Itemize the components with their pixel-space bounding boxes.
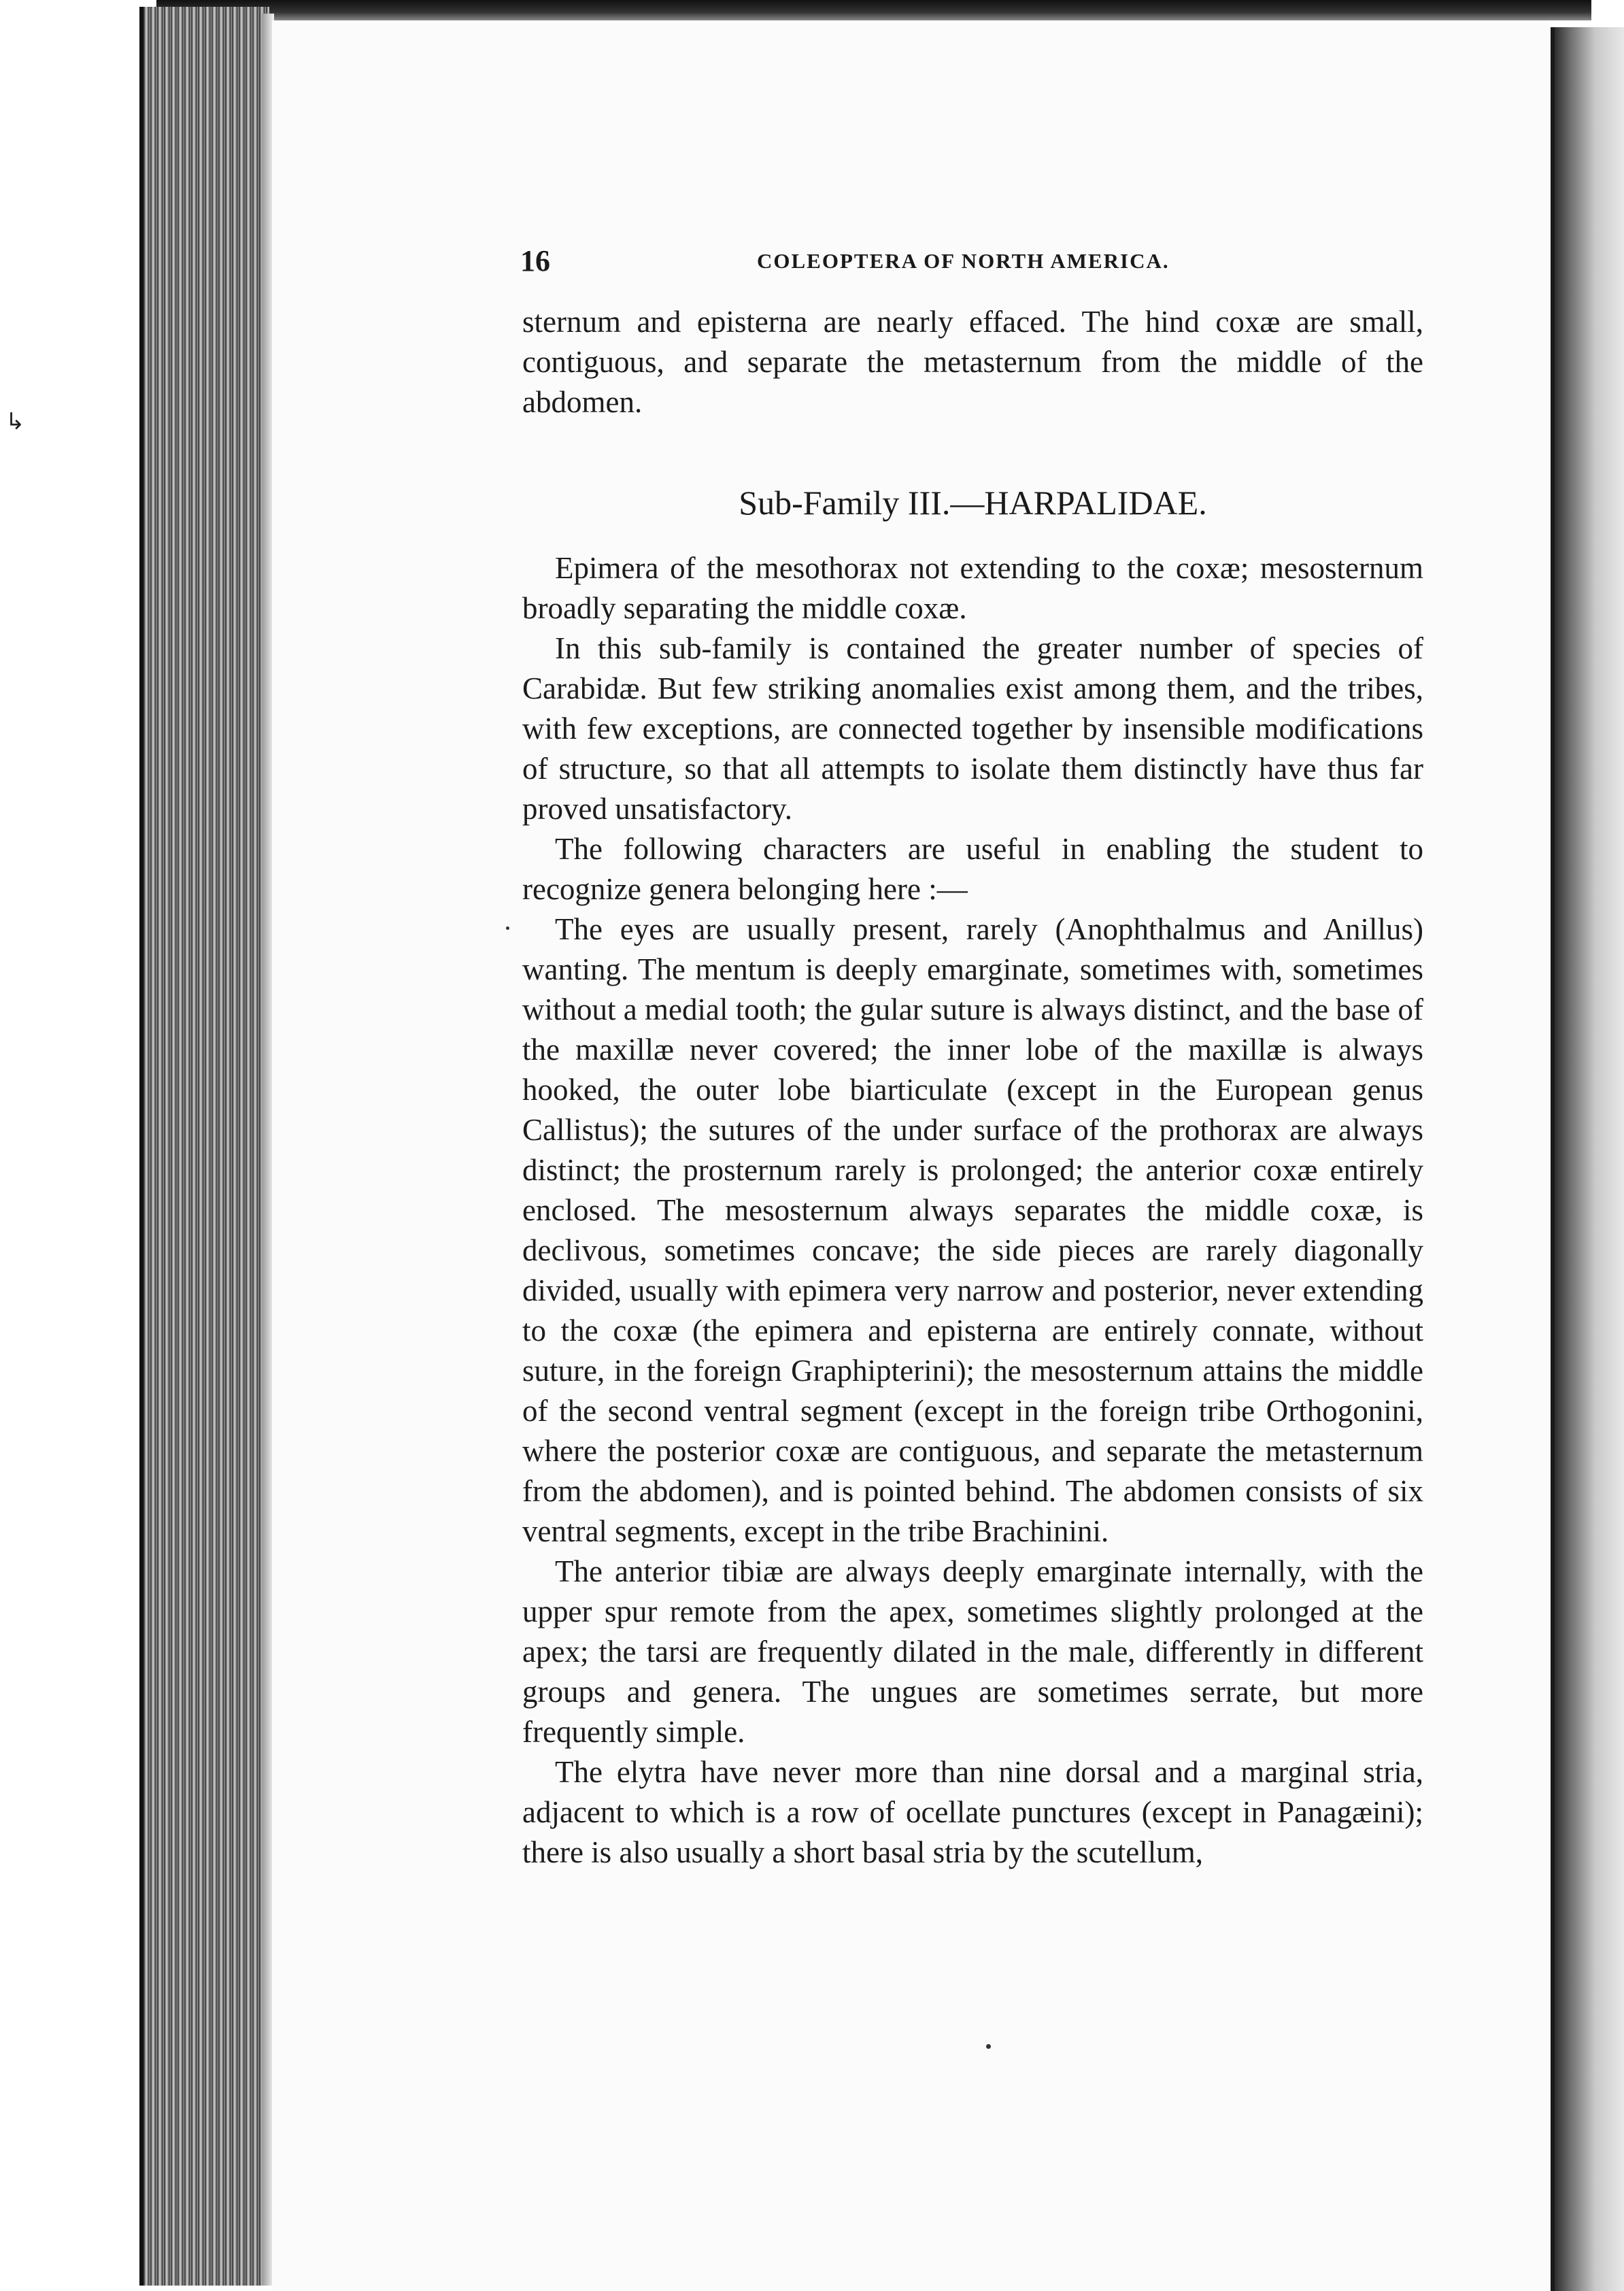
paragraph: The following characters are useful in enabling the student to recognize genera belonging here :— xyxy=(522,832,1423,906)
book-top-edge xyxy=(156,0,1591,20)
continuation-paragraph: sternum and episterna are nearly effaced. The hind coxæ are small, contiguous, and separate the metasternum from the middle of the abdomen. xyxy=(522,305,1423,419)
ink-speck xyxy=(986,2044,991,2049)
page-stack-edge xyxy=(139,7,269,2286)
book-right-edge xyxy=(1552,27,1624,2291)
running-title: COLEOPTERA OF NORTH AMERICA. xyxy=(757,249,1170,273)
paragraph: Epimera of the mesothorax not extending to the coxæ; mesosternum broadly separating the middle coxæ. xyxy=(522,551,1423,625)
continuation-block xyxy=(522,302,1423,422)
ink-speck xyxy=(506,926,509,930)
running-head xyxy=(520,244,1425,278)
paragraph: The elytra have never more than nine dorsal and a marginal stria, adjacent to which is a row of ocellate punctures (except in Panagæini); there is also usually a short basal stria by the scutellum, xyxy=(522,1755,1423,1869)
paragraph: The anterior tibiæ are always deeply emarginate internally, with the upper spur remote from the apex, sometimes slightly prolonged at the apex; the tarsi are frequently dilated in the male, differently in different groups and genera. The ungues are sometimes serrate, but more frequently simple. xyxy=(522,1554,1423,1749)
paragraph: The eyes are usually present, rarely (Anophthalmus and Anillus) wanting. The mentum is deeply emarginate, sometimes with, sometimes without a medial tooth; the gular suture is always distinct, and the base of the maxillæ never covered; the inner lobe of the maxillæ is always hooked, the outer lobe biarticulate (except in the European genus Callistus); the sutures of the under surface of the prothorax are always distinct; the prosternum rarely is prolonged; the anterior coxæ entirely enclosed. The mesosternum always separates the middle coxæ, is declivous, sometimes concave; the side pieces are rarely diagonally divided, usually with epimera very narrow and posterior, never extending to the coxæ (the epimera and episterna are entirely connate, without suture, in the foreign Graphipterini); the mesosternum attains the middle of the second ventral segment (except in the foreign tribe Orthogonini, where the posterior coxæ are contiguous, and separate the metasternum from the abdomen), and is pointed behind. The abdomen consists of six ventral segments, except in the tribe Brachinini. xyxy=(522,912,1423,1548)
margin-tick-mark: ↳ xyxy=(5,408,25,435)
section-heading: Sub-Family III.—HARPALIDAE. xyxy=(739,484,1207,522)
paragraph: In this sub-family is contained the greater number of species of Carabidæ. But few striking anomalies exist among them, and the tribes, with few exceptions, are connected together by insensible modifications of structure, so that all attempts to isolate them distinctly have thus far proved unsatisfactory. xyxy=(522,631,1423,826)
page-number: 16 xyxy=(520,244,550,278)
body-text xyxy=(522,548,1423,1873)
